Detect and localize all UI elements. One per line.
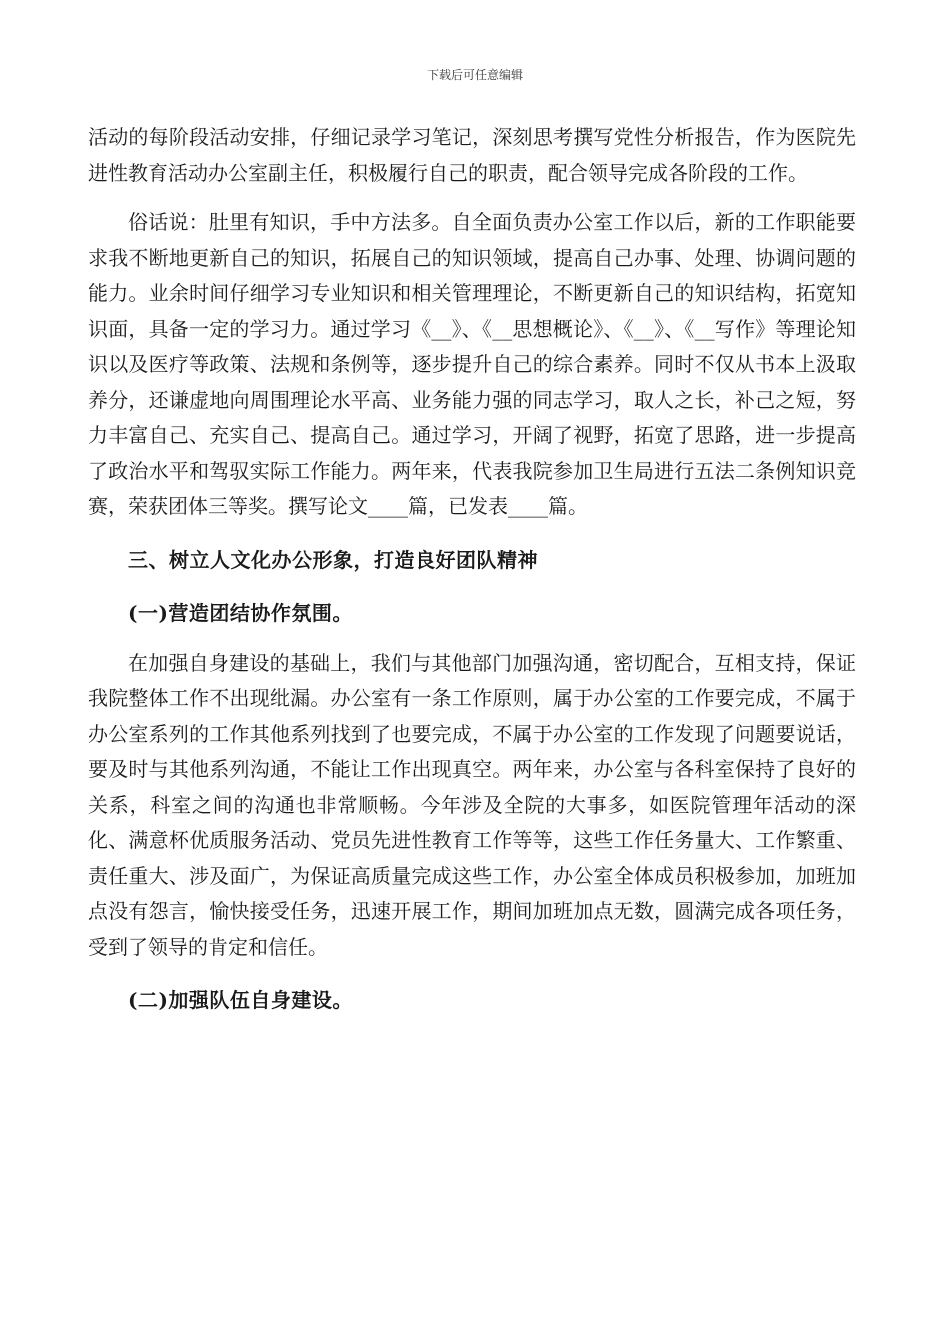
paragraph-3: 在加强自身建设的基础上，我们与其他部门加强沟通，密切配合，互相支持，保证我院整体工作不出现纰漏。办公室有一条工作原则，属于办公室的工作要完成，不属于办公室系列的工作其他系列找到了也要完成，不属于办公室的工作发现了问题要说话，要及时与其他系列沟通，不能让工作出现真空。两年来，办公室与各科室保持了良好的关系，科室之间的沟通也非常顺畅。今年涉及全院的大事多，如医院管理年活动的深化、满意杯优质服务活动、党员先进性教育工作等等，这些工作任务量大、工作繁重、责任重大、涉及面广，为保证高质量完成这些工作，办公室全体成员积极参加，加班加点没有怨言，愉快接受任务，迅速开展工作，期间加班加点无数，圆满完成各项任务，受到了领导的肯定和信任。 xyxy=(88,650,856,959)
paragraph-2: 俗话说：肚里有知识，手中方法多。自全面负责办公室工作以后，新的工作职能要求我不断地更新自己的知识，拓展自己的知识领域，提高自己办事、处理、协调问题的能力。业余时间仔细学习专业知识和相关管理理论，不断更新自己的知识结构，拓宽知识面，具备一定的学习力。通过学习《__》、《__思想概论》、《__》、《__写作》等理论知识以及医疗等政策、法规和条例等，逐步提升自己的综合素养。同时不仅从书本上汲取养分，还谦虚地向周围理论水平高、业务能力强的同志学习，取人之长，补己之短，努力丰富自己、充实自己、提高自己。通过学习，开阔了视野，拓宽了思路，进一步提高了政治水平和驾驭实际工作能力。两年来，代表我院参加卫生局进行五法二条例知识竞赛，荣获团体三等奖。撰写论文____篇，已发表____篇。 xyxy=(88,210,856,518)
subsection-heading-1: (一)营造团结协作氛围。 xyxy=(128,601,353,625)
document-body xyxy=(88,120,856,1019)
section-heading-3: 三、树立人文化办公形象，打造良好团队精神 xyxy=(128,547,538,572)
page-header: 下载后可任意编辑 xyxy=(426,68,523,82)
subsection-heading-2: (二)加强队伍自身建设。 xyxy=(128,988,353,1012)
paragraph-1: 活动的每阶段活动安排，仔细记录学习笔记，深刻思考撰写党性分析报告，作为医院先进性教育活动办公室副主任，积极履行自己的职责，配合领导完成各阶段的工作。 xyxy=(88,125,856,185)
